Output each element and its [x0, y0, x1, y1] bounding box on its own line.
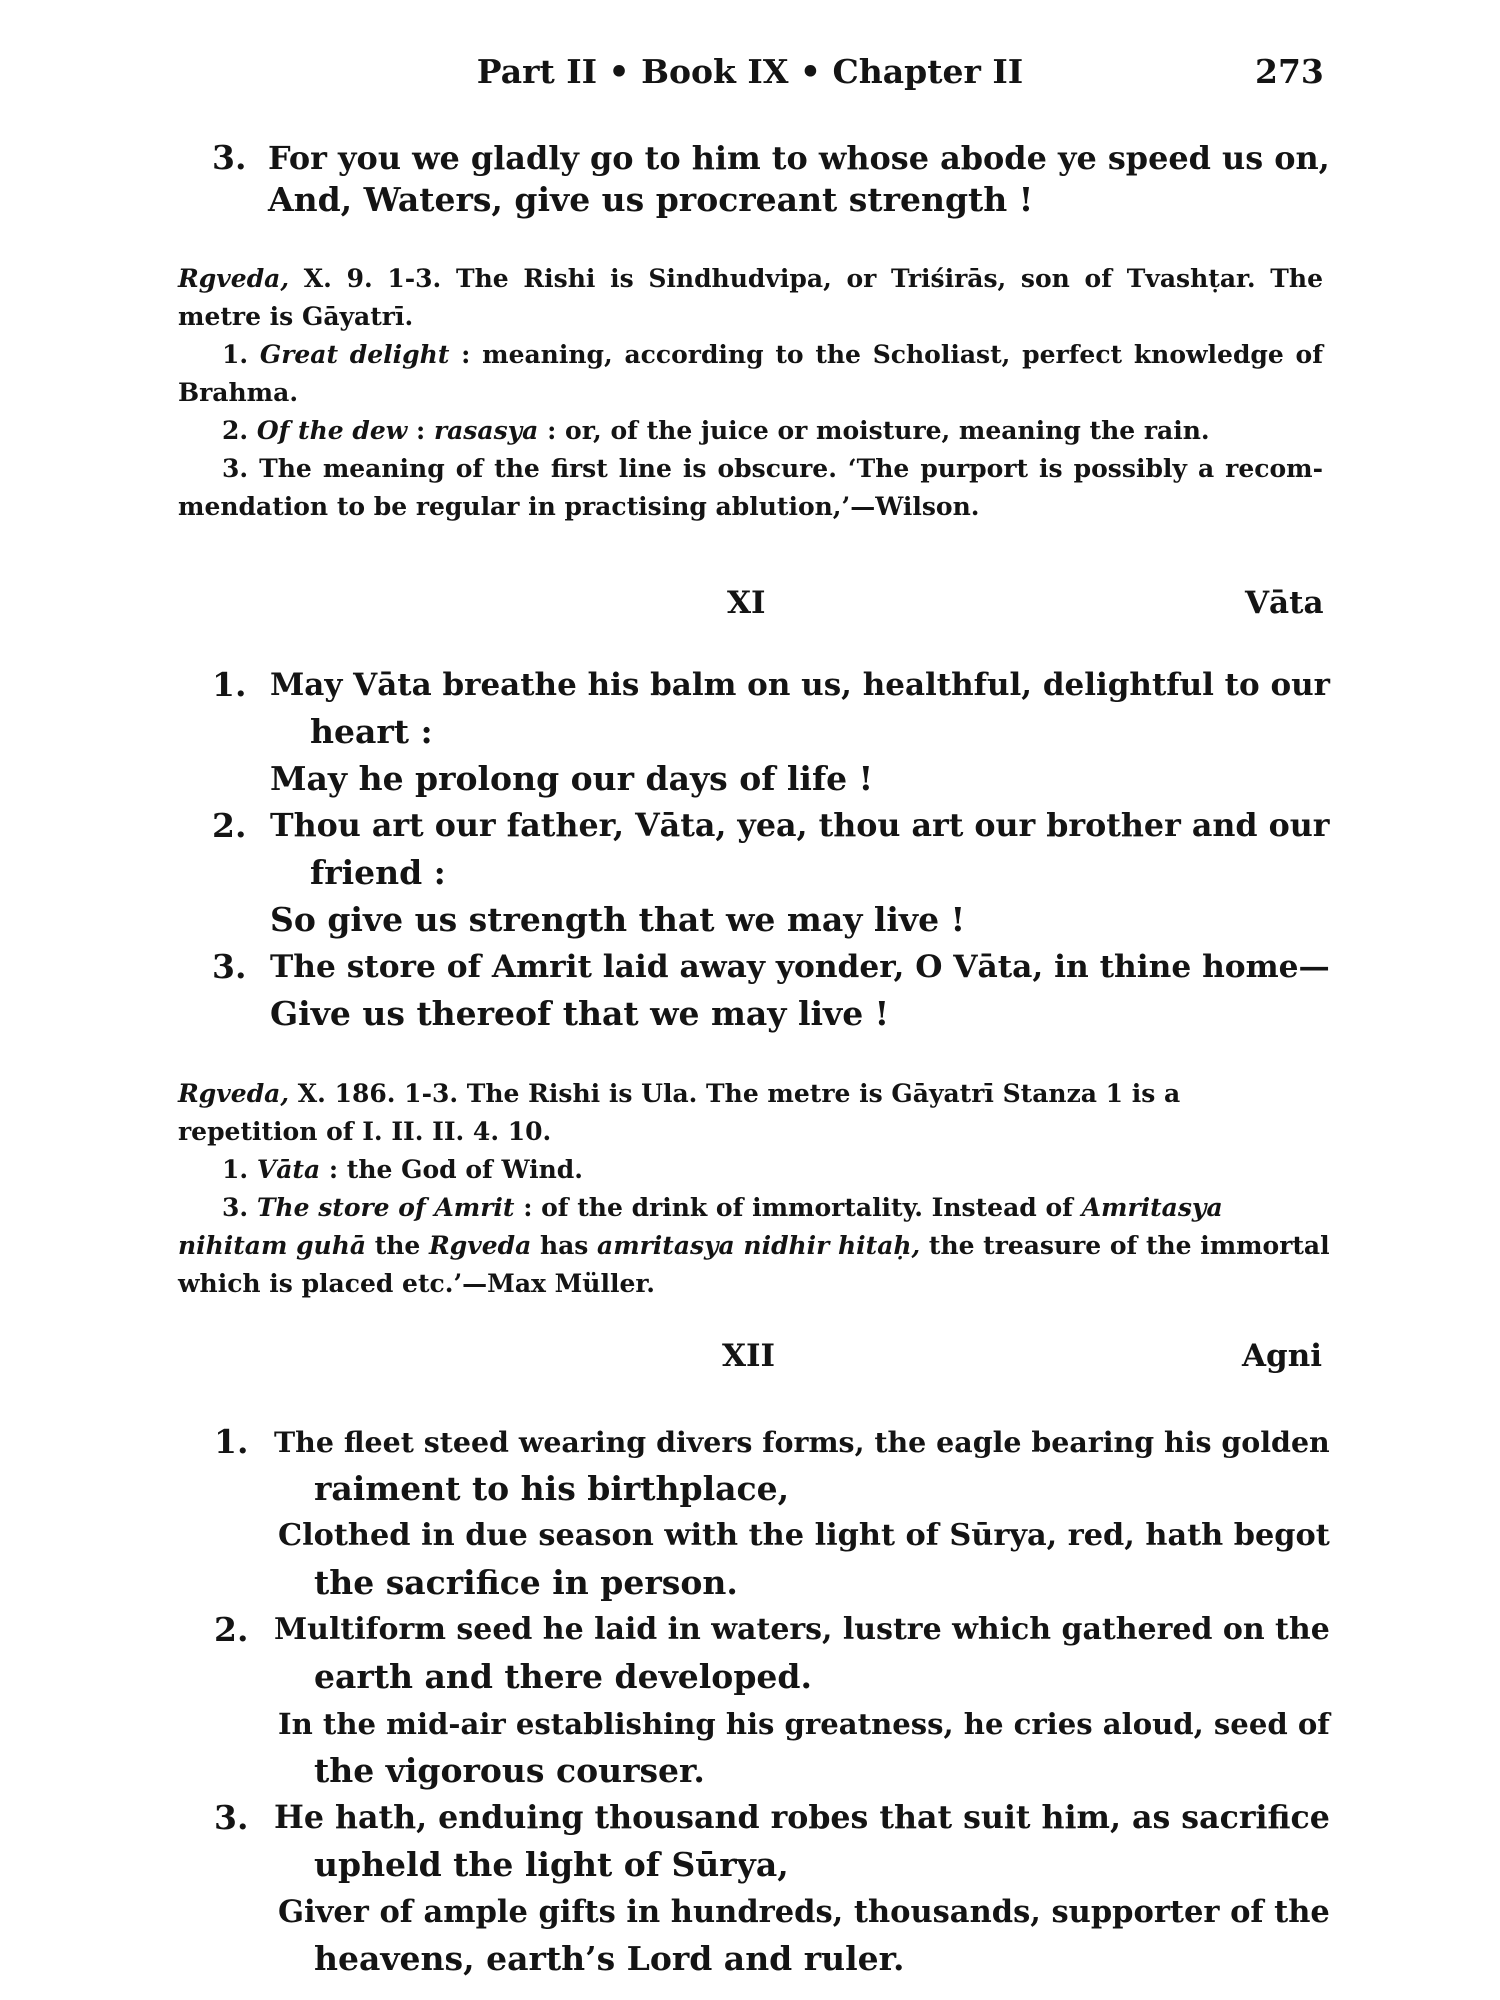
verse-line: Thou art our father, Vāta, yea, thou art our brother and our [270, 807, 1330, 844]
verse-number: 3. [212, 138, 247, 177]
verse-line: the sacrifice in person. [314, 1563, 738, 1602]
note-line: 2. Of the dew : rasasya : or, of the juice or moisture, meaning the rain. [222, 416, 1210, 445]
note-line: 3. The meaning of the first line is obscure. ‘The purport is possibly a recom- [222, 454, 1323, 483]
verse-line: friend : [310, 853, 446, 892]
note-line: nihitam guhā the Rgveda has amritasya nidhir hitaḥ, the treasure of the immortal [178, 1231, 1330, 1260]
verse-line: heart : [310, 712, 433, 751]
note-term: Great delight [259, 340, 450, 369]
verse-number: 3. [212, 947, 247, 986]
note-line: Rgveda, X. 9. 1-3. The Rishi is Sindhudvipa, or Triśirās, son of Tvashṭar. The [178, 264, 1323, 293]
note-line: 3. The store of Amrit : of the drink of immortality. Instead of Amritasya [222, 1193, 1223, 1222]
note-line: which is placed etc.’—Max Müller. [178, 1269, 655, 1298]
verse-line: The store of Amrit laid away yonder, O Vāta, in thine home— [270, 949, 1330, 985]
section-number: XI [727, 585, 766, 621]
verse-number: 2. [214, 1610, 249, 1649]
verse-line: raiment to his birthplace, [314, 1469, 790, 1508]
verse-number: 1. [214, 1422, 249, 1461]
note-term: amritasya nidhir hitaḥ, [597, 1231, 921, 1260]
note-line: metre is Gāyatrī. [178, 302, 414, 331]
note-term: Vāta [256, 1155, 321, 1184]
verse-line: The fleet steed wearing divers forms, the eagle bearing his golden [274, 1425, 1330, 1459]
note-line: 1. Great delight : meaning, according to the Scholiast, perfect knowledge of [222, 340, 1323, 369]
note-line: Brahma. [178, 378, 299, 407]
verse-line: heavens, earth’s Lord and ruler. [314, 1939, 905, 1978]
note-term: rasasya [433, 416, 539, 445]
verse-line: earth and there developed. [314, 1657, 812, 1696]
verse-line: Give us thereof that we may live ! [270, 994, 890, 1033]
verse-line: For you we gladly go to him to whose abode ye speed us on, [268, 139, 1330, 177]
verse-number: 2. [212, 806, 247, 845]
note-term: Amritasya [1081, 1193, 1223, 1222]
note-term: nihitam guhā [178, 1231, 367, 1260]
verse-number: 1. [212, 665, 247, 704]
page-number: 273 [1255, 52, 1324, 91]
section-deity: Agni [1242, 1338, 1323, 1374]
verse-line: Multiform seed he laid in waters, lustre which gathered on the [274, 1612, 1330, 1647]
note-reference: Rgveda [429, 1231, 532, 1260]
note-line: mendation to be regular in practising ablution,’—Wilson. [178, 492, 980, 521]
note-line: Rgveda, X. 186. 1-3. The Rishi is Ula. The metre is Gāyatrī Stanza 1 is a [178, 1079, 1181, 1108]
note-term: The store of Amrit [256, 1193, 515, 1222]
section-deity: Vāta [1245, 585, 1324, 621]
section-number: XII [722, 1338, 776, 1374]
verse-line: So give us strength that we may live ! [270, 900, 966, 939]
verse-line: Giver of ample gifts in hundreds, thousands, supporter of the [278, 1894, 1330, 1930]
verse-line: He hath, enduing thousand robes that suit him, as sacrifice [274, 1799, 1330, 1836]
note-term: Of the dew [256, 416, 408, 445]
note-line: repetition of I. II. II. 4. 10. [178, 1117, 552, 1146]
verse-line: May Vāta breathe his balm on us, healthful, delightful to our [270, 667, 1330, 703]
verse-line: the vigorous courser. [314, 1751, 705, 1790]
running-head: Part II • Book IX • Chapter II [476, 52, 1024, 91]
verse-line: upheld the light of Sūrya, [314, 1845, 789, 1884]
verse-line: May he prolong our days of life ! [270, 759, 874, 798]
note-reference: Rgveda, [178, 1079, 290, 1108]
verse-line: And, Waters, give us procreant strength ! [268, 180, 1034, 219]
verse-line: In the mid-air establishing his greatness, he cries aloud, seed of [278, 1707, 1330, 1741]
verse-number: 3. [214, 1798, 249, 1837]
note-reference: Rgveda, [178, 264, 290, 293]
verse-line: Clothed in due season with the light of Sūrya, red, hath begot [278, 1518, 1330, 1553]
note-line: 1. Vāta : the God of Wind. [222, 1155, 583, 1184]
